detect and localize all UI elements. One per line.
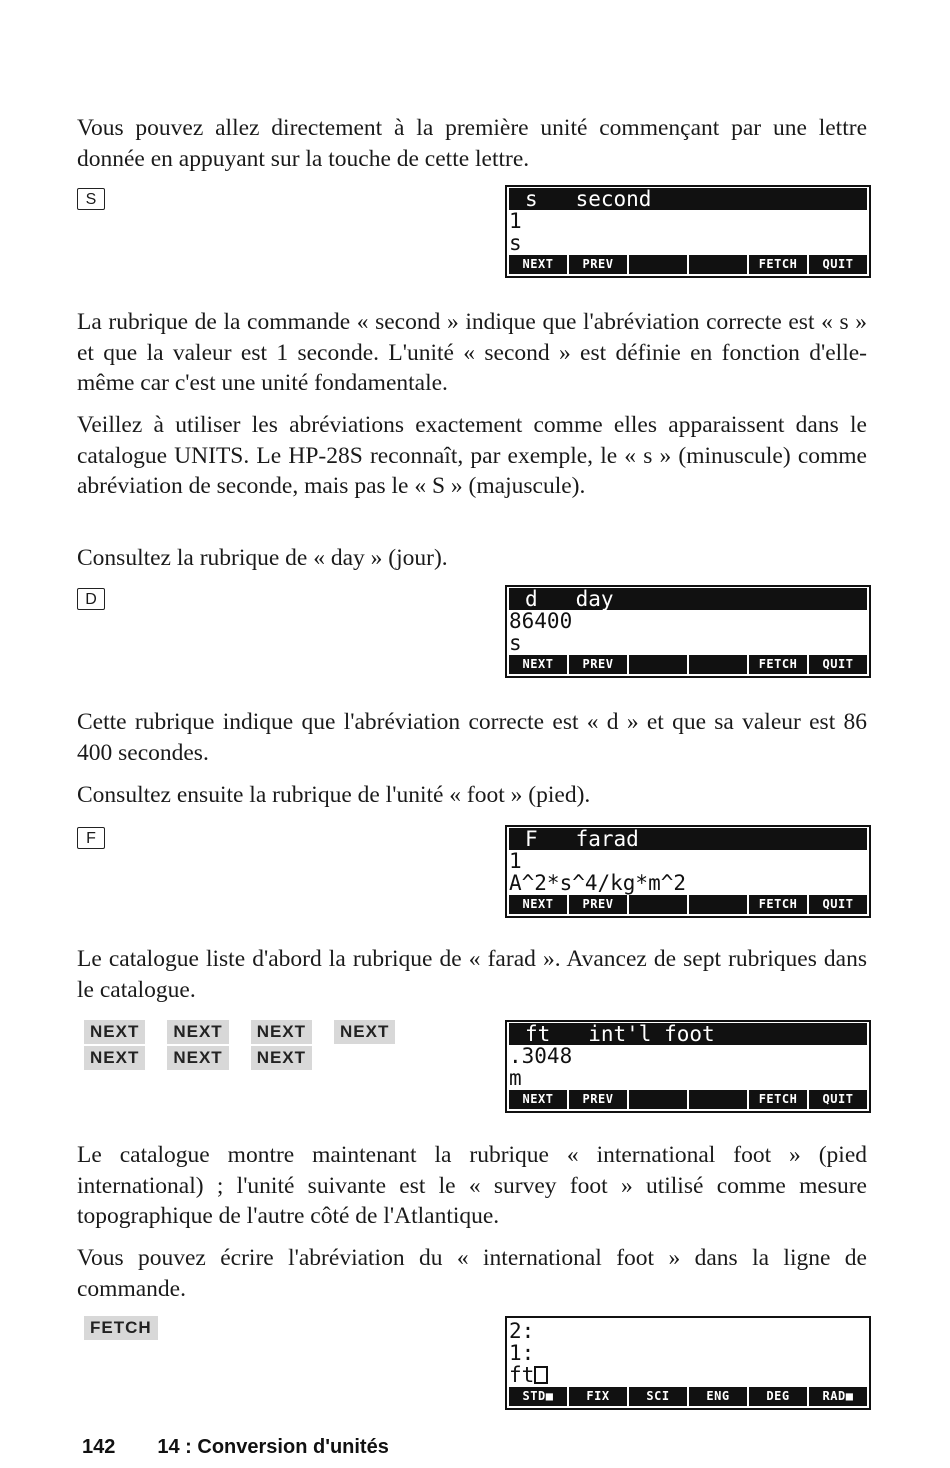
menu-empty <box>689 255 747 274</box>
menu-empty <box>689 655 747 674</box>
lcd-line: 1 <box>509 849 522 873</box>
menu-next: NEXT <box>509 655 567 674</box>
fetch-key: FETCH <box>84 1316 158 1340</box>
menu-prev: PREV <box>569 895 627 914</box>
command-line <box>507 1364 869 1386</box>
menu-empty <box>629 895 687 914</box>
lcd-foot <box>505 1020 871 1113</box>
menu-empty <box>629 255 687 274</box>
menu-sci: SCI <box>629 1387 687 1406</box>
lcd-line: .3048 <box>509 1044 573 1068</box>
menu-quit: QUIT <box>809 655 867 674</box>
lcd-menu <box>509 255 867 274</box>
next-key: NEXT <box>334 1020 395 1044</box>
menu-prev: PREV <box>569 255 627 274</box>
menu-eng: ENG <box>689 1387 747 1406</box>
lcd-header: s second <box>509 188 867 210</box>
lcd-header: F farad <box>509 828 867 850</box>
key-f: F <box>77 827 105 849</box>
page-footer <box>82 1436 389 1459</box>
paragraph-international-foot: Le catalogue montre maintenant la rubrique « international foot » (pied international) ; l'unité suivante est le « survey foot » utilisé comme mesure topographique de l'autre côté de l'Atlantique. <box>77 1142 867 1229</box>
menu-fetch: FETCH <box>749 255 807 274</box>
lcd-line: A^2*s^4/kg*m^2 <box>509 871 687 895</box>
page-number: 142 <box>82 1436 116 1458</box>
cursor-icon <box>534 1366 548 1384</box>
lcd-menu <box>509 1387 867 1406</box>
menu-next: NEXT <box>509 895 567 914</box>
next-key: NEXT <box>251 1020 312 1044</box>
menu-empty <box>629 1090 687 1109</box>
lcd-menu <box>509 895 867 914</box>
stack-level-1: 1: <box>509 1341 535 1365</box>
lcd-day <box>505 585 871 678</box>
next-key: NEXT <box>167 1046 228 1070</box>
lcd-stack <box>505 1316 871 1410</box>
lcd-second <box>505 185 871 278</box>
lcd-header: ft int'l foot <box>509 1023 867 1045</box>
menu-quit: QUIT <box>809 255 867 274</box>
lcd-farad <box>505 825 871 918</box>
next-keys <box>84 1020 395 1072</box>
lcd-line: s <box>509 231 522 255</box>
paragraph-day: Consultez la rubrique de « day » (jour). <box>77 545 448 571</box>
paragraph-second: La rubrique de la commande « second » indique que l'abréviation correcte est « s » et que la valeur est 1 seconde. L'unité « second » est définie en fonction d'elle-même car c'est une unité fondamentale. <box>77 309 867 396</box>
menu-std: STD■ <box>509 1387 567 1406</box>
paragraph-day-result: Cette rubrique indique que l'abréviation correcte est « d » et que sa valeur est 86 400 secondes. <box>77 709 867 766</box>
paragraph-foot: Consultez ensuite la rubrique de l'unité « foot » (pied). <box>77 782 591 808</box>
key-d: D <box>77 588 105 610</box>
menu-rad: RAD■ <box>809 1387 867 1406</box>
lcd-menu <box>509 1090 867 1109</box>
menu-prev: PREV <box>569 1090 627 1109</box>
menu-quit: QUIT <box>809 1090 867 1109</box>
menu-quit: QUIT <box>809 895 867 914</box>
command-text: ft <box>509 1363 535 1387</box>
key-s: S <box>77 188 105 210</box>
menu-next: NEXT <box>509 255 567 274</box>
paragraph-abbrev: Veillez à utiliser les abréviations exactement comme elles apparaissent dans le catalogue UNITS. Le HP-28S reconnaît, par exemple, le « s » (minuscule) comme abréviation de seconde, mais pas le « S » (majuscule). <box>77 412 867 499</box>
lcd-header: d day <box>509 588 867 610</box>
next-key: NEXT <box>84 1020 145 1044</box>
menu-deg: DEG <box>749 1387 807 1406</box>
menu-empty <box>689 1090 747 1109</box>
menu-prev: PREV <box>569 655 627 674</box>
fetch-key-container <box>84 1316 158 1342</box>
lcd-line: s <box>509 631 522 655</box>
next-key: NEXT <box>84 1046 145 1070</box>
lcd-line: m <box>509 1066 522 1090</box>
stack-level-2: 2: <box>509 1319 535 1343</box>
menu-fetch: FETCH <box>749 1090 807 1109</box>
paragraph-farad: Le catalogue liste d'abord la rubrique de « farad ». Avancez de sept rubriques dans le catalogue. <box>77 946 867 1003</box>
lcd-line: 86400 <box>509 609 573 633</box>
next-key: NEXT <box>167 1020 228 1044</box>
paragraph-fetch: Vous pouvez écrire l'abréviation du « international foot » dans la ligne de commande. <box>77 1245 867 1302</box>
menu-fetch: FETCH <box>749 895 807 914</box>
lcd-line: 1 <box>509 209 522 233</box>
next-key: NEXT <box>251 1046 312 1070</box>
menu-empty <box>689 895 747 914</box>
paragraph-intro: Vous pouvez allez directement à la première unité commençant par une lettre donnée en appuyant sur la touche de cette lettre. <box>77 115 867 172</box>
menu-fetch: FETCH <box>749 655 807 674</box>
menu-fix: FIX <box>569 1387 627 1406</box>
menu-next: NEXT <box>509 1090 567 1109</box>
chapter-title: 14 : Conversion d'unités <box>157 1436 389 1458</box>
menu-empty <box>629 655 687 674</box>
lcd-menu <box>509 655 867 674</box>
